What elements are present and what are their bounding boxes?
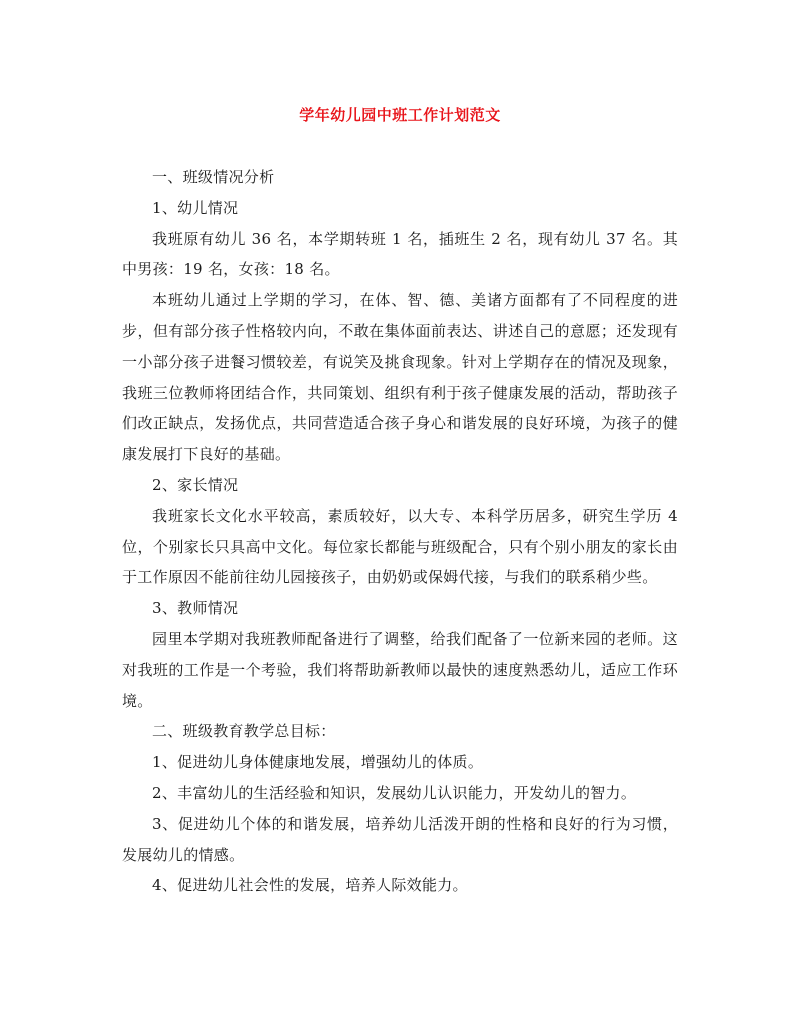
document-title: 学年幼儿园中班工作计划范文 [299,106,501,124]
goal-item: 4、促进幼儿社会性的发展，培养人际效能力。 [152,876,468,895]
subheading-children: 1、幼儿情况 [152,198,239,217]
paragraph-children-development: 本班幼儿通过上学期的学习，在体、智、德、美诸方面都有了不同程度的进步，但有部分孩子性格较内向，不敢在集体面前表达、讲述自己的意愿；还发现有一小部分孩子进餐习惯较差，有说笑及挑食现象。针对上学期存在的情况及现象，我班三位教师将团结合作，共同策划、组织有利于孩子健康发展的活动，帮助孩子们改正缺点，发扬优点，共同营造适合孩子身心和谐发展的良好环境，为孩子的健康发展打下良好的基础。 [122,291,678,464]
subheading-teachers: 3、教师情况 [152,599,239,618]
goal-item: 3、促进幼儿个体的和谐发展，培养幼儿活泼开朗的性格和良好的行为习惯，发展幼儿的情感。 [122,814,678,864]
goal-item: 1、促进幼儿身体健康地发展，增强幼儿的体质。 [152,753,484,772]
goal-item: 2、丰富幼儿的生活经验和知识，发展幼儿认识能力，开发幼儿的智力。 [152,783,637,802]
paragraph-children-count: 我班原有幼儿 36 名，本学期转班 1 名，插班生 2 名，现有幼儿 37 名。其中男孩：19 名，女孩：18 名。 [122,229,678,279]
section-heading-class-analysis: 一、班级情况分析 [152,168,275,186]
section-heading-goals: 二、班级教育教学总目标： [152,722,336,741]
subheading-parents: 2、家长情况 [152,475,239,494]
paragraph-teachers: 园里本学期对我班教师配备进行了调整，给我们配备了一位新来园的老师。这对我班的工作是一个考验，我们将帮助新教师以最快的速度熟悉幼儿，适应工作环境。 [122,629,678,710]
document-body [122,162,678,901]
paragraph-parents: 我班家长文化水平较高，素质较好，以大专、本科学历居多，研究生学历 4 位，个别家长只具高中文化。每位家长都能与班级配合，只有个别小朋友的家长由于工作原因不能前往幼儿园接孩子，由奶奶或保姆代接，与我们的联系稍少些。 [122,506,678,587]
